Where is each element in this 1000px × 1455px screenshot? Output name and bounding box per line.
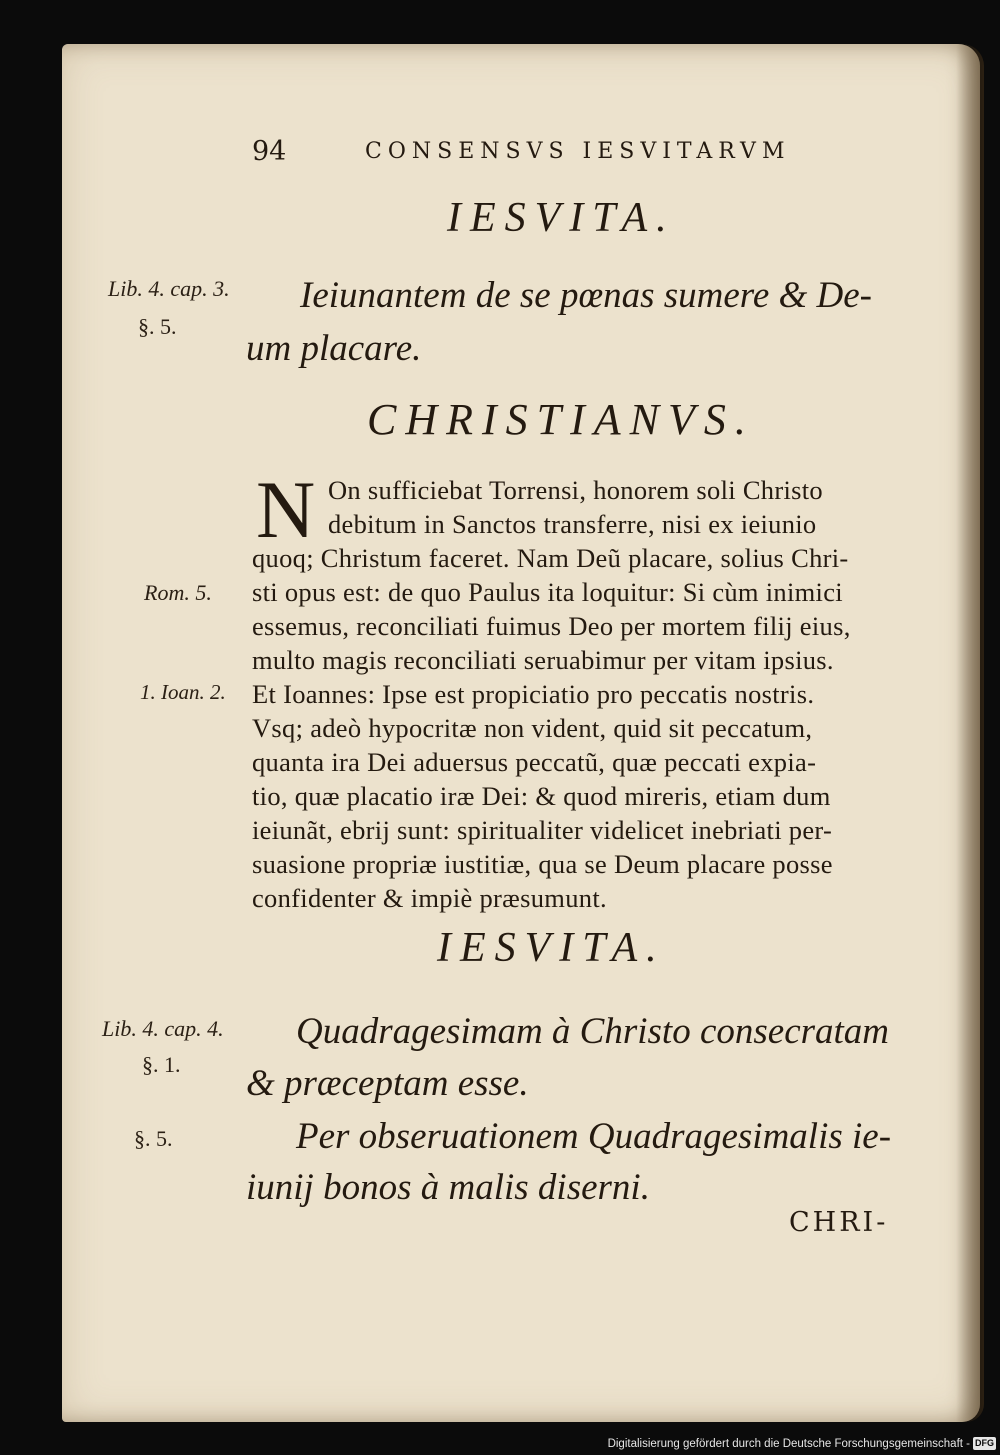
body-line: debitum in Sanctos transferre, nisi ex ieiunio <box>328 509 817 539</box>
margin-ref-ioan: 1. Ioan. 2. <box>140 680 226 704</box>
margin-note-para1: §. 1. <box>142 1052 181 1077</box>
digitization-footer <box>0 1435 1000 1455</box>
section-heading-christianus: CHRISTIANVS. <box>367 395 755 444</box>
page-number: 94 <box>252 136 287 167</box>
body-line: quoq; Christum faceret. Nam Deũ placare, solius Chri- <box>252 543 849 573</box>
margin-note-para5: §. 5. <box>138 314 177 339</box>
statement-3-line-1: Per obseruationem Quadragesimalis ie- <box>296 1116 892 1157</box>
page-spine-shadow <box>956 44 984 1422</box>
margin-ref-rom: Rom. 5. <box>144 580 212 605</box>
body-line: essemus, reconciliati fuimus Deo per mortem filij eius, <box>252 611 851 641</box>
body-line: multo magis reconciliati seruabimur per vitam ipsius. <box>252 645 834 675</box>
dfg-logo: DFG <box>975 1438 994 1448</box>
body-line: sti opus est: de quo Paulus ita loquitur: Si cùm inimici <box>252 577 843 607</box>
running-title: CONSENSVS IESVITARVM <box>365 139 791 164</box>
body-line: quanta ira Dei aduersus peccatũ, quæ peccati expia- <box>252 747 817 777</box>
statement-3-line-2: iunij bonos à malis diserni. <box>246 1167 650 1208</box>
statement-1-line-2: um placare. <box>246 328 422 369</box>
body-line: tio, quæ placatio iræ Dei: & quod mireris, etiam dum <box>252 781 831 811</box>
book-page <box>62 44 980 1422</box>
margin-note-para5-b: §. 5. <box>134 1126 173 1151</box>
margin-note-lib4-cap3: Lib. 4. cap. 3. <box>108 276 230 301</box>
footer-credit-text: Digitalisierung gefördert durch die Deutsche Forschungsgemeinschaft - <box>607 1438 970 1450</box>
statement-1-line-1: Ieiunantem de se pœnas sumere & De- <box>300 275 873 316</box>
drop-cap: N <box>256 464 316 555</box>
margin-note-lib4-cap4: Lib. 4. cap. 4. <box>102 1016 224 1041</box>
catchword: CHRI- <box>789 1207 889 1238</box>
body-line: Et Ioannes: Ipse est propiciatio pro peccatis nostris. <box>252 679 815 709</box>
section-heading-iesuita-1: IESVITA. <box>447 195 676 241</box>
body-line: ieiunãt, ebrij sunt: spiritualiter videlicet inebriati per- <box>252 815 833 845</box>
section-heading-iesuita-2: IESVITA. <box>437 925 666 971</box>
statement-2-line-1: Quadragesimam à Christo consecratam <box>296 1011 890 1052</box>
body-line: On sufficiebat Torrensi, honorem soli Christo <box>328 475 823 505</box>
body-line: confidenter & impiè præsumunt. <box>252 883 607 913</box>
statement-2-line-2: & præceptam esse. <box>246 1063 529 1104</box>
body-line: Vsq; adeò hypocritæ non vident, quid sit peccatum, <box>252 713 813 743</box>
body-line: suasione propriæ iustitiæ, qua se Deum placare posse <box>252 849 833 879</box>
